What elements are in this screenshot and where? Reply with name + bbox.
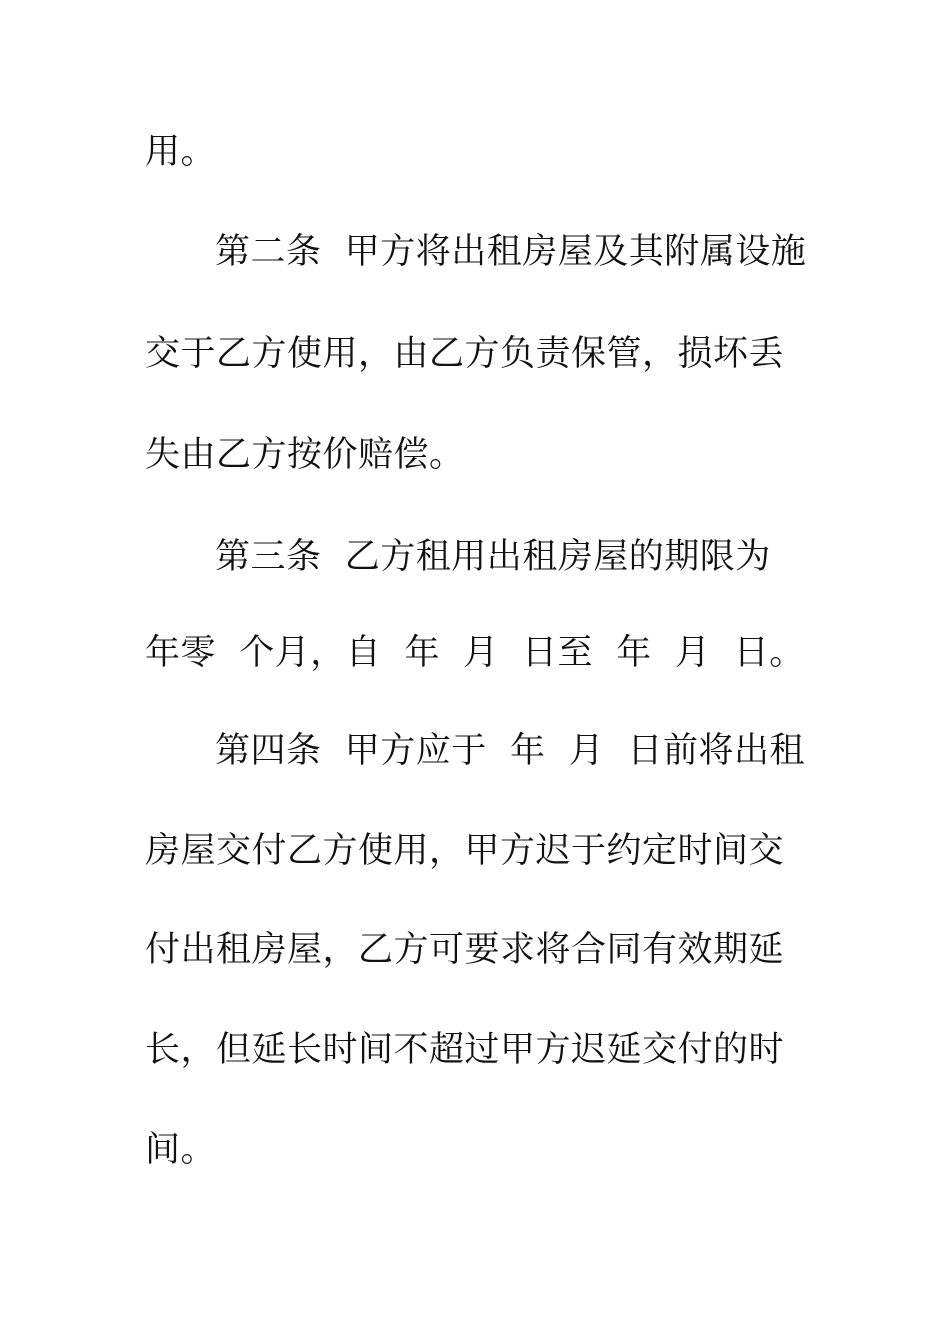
clause-2-heading-line: 第二条 甲方将出租房屋及其附属设施 [215, 232, 807, 272]
clause-3-heading-line: 第三条 乙方租用出租房屋的期限为 [215, 537, 771, 577]
text-line: 间。 [145, 1130, 217, 1170]
clause-4-heading-line: 第四条 甲方应于 年 月 日前将出租 [215, 731, 806, 771]
text-line: 长，但延长时间不超过甲方迟延交付的时 [145, 1030, 785, 1070]
text-line: 房屋交付乙方使用，甲方迟于约定时间交 [145, 831, 785, 871]
text-line: 交于乙方使用，由乙方负责保管，损坏丢 [145, 334, 785, 374]
text-line: 失由乙方按价赔偿。 [145, 435, 465, 475]
text-line: 付出租房屋，乙方可要求将合同有效期延 [145, 930, 785, 970]
text-line: 用。 [145, 132, 217, 172]
text-line: 年零 个月，自 年 月 日至 年 月 日。 [145, 633, 805, 673]
